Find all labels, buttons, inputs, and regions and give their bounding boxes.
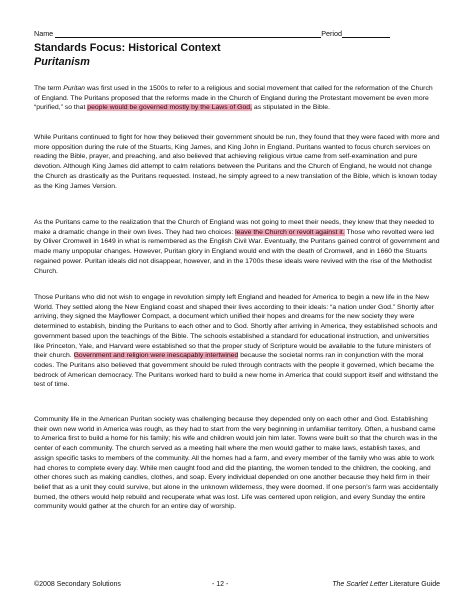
highlight-leave-or-revolt: leave the Church or revolt against it.	[235, 228, 345, 236]
paragraph-1-text-a: The term	[34, 85, 64, 92]
paragraph-1-text-c: was first used in the 1500s to refer to a religious and social movement that called for the reformation of the Church of England. The Puritans proposed that the reforms made in the Church of England during the Protestant movement be even more “purified,” so that	[34, 85, 433, 112]
highlight-government-religion: Government and religion were inescapably intertwined	[73, 352, 239, 360]
puritan-term: Puritan	[63, 85, 85, 92]
paragraph-4-text-a: Those Puritans who did not wish to engage in revolution simply left England and headed for America to begin a new life in the New World. They settled along the New England coast and shaped their lives according to their ideals: “a nation under God.” Shortly after arriving, they signed the Mayflower Compact, a document which unified their hopes and dreams for the new society they were determined to establish, binding the Puritans to each other and to God. Shortly after arriving in America, they established schools and government based upon the teachings of the Bible. The schools established a standard for educational instruction, and universities like Princeton, Yale, and Harvard were established so that the proper study of Scripture would be available to the future ministers of their church.	[34, 294, 438, 360]
period-label: Period	[321, 29, 342, 38]
worksheet-page	[34, 0, 440, 613]
name-period-line	[34, 29, 440, 38]
footer-book-title	[332, 580, 440, 589]
period-blank[interactable]	[342, 29, 390, 38]
paragraph-1-text-d: as stipulated in the Bible.	[252, 104, 330, 112]
footer-book-name: The Scarlet Letter	[332, 581, 388, 588]
footer-page-number: - 12 -	[212, 581, 229, 588]
name-blank[interactable]	[55, 29, 321, 38]
paragraph-1	[34, 84, 440, 113]
paragraph-3-text-a: As the Puritans came to the realization that the Church of England was not going to meet their needs, they knew that they needed to make a dramatic change in their own lives. They had two choices:	[34, 219, 435, 236]
paragraph-3-text-b: Those who revolted were led by Oliver Cromwell in 1649 in what is remembered as the English Civil War. Eventually, the Puritans gained control of government and made many unpopular changes. However, Puritan glory in England would end with the death of Cromwell, and in 1660 the Stuarts regained power. Puritan ideals did not disappear, however, and in the 1700s these ideals were revived with the rise of the Methodist Church.	[34, 228, 440, 275]
paragraph-4	[34, 293, 440, 390]
paragraph-3	[34, 218, 440, 276]
paragraph-4-text-b: because the societal norms ran in conjunction with the moral codes. The Puritans also believed that government should be ruled through contracts with the people it governed, which became the bedrock of American democracy. The Puritans worked hard to build a new home in America that could support itself and withstand the test of time.	[34, 352, 439, 389]
paragraph-2: While Puritans continued to fight for how they believed their government should be run, they found that they were faced with more and more opposition during the rule of the Stuarts, King James, and King John in England. Puritans wanted to focus church services on reading the Bible, prayer, and preaching, and also believed that achieving religious virtue came from self-examination and pure devotion. Although King James did attempt to calm relations between the Puritans and the Church of England, he would not change the Church as drastically as the Puritans requested. Instead, he simply agreed to a new translation of the Bible, which is known today as the King James Version.	[34, 134, 440, 190]
paragraph-5: Community life in the American Puritan society was challenging because they depended only on each other and God. Establishing their own new world in America was rough, as they had to start from the very beginning in unfamiliar territory. Often, a husband came to America first to build a home for his family; his wife and children would join him later. Towns were built so that the church was in the center of each community. The church served as a meeting hall where the men would gather to make laws, establish taxes, and assign specific tasks to members of the community. All the homes had a farm, and every member of the family who was able to work had chores to complete every day. While men caught food and did the planting, the women tended to the children, the cooking, and other chores such as making candles, clothes, and soap. Every individual depended on one another because they held firm in their belief that as a unit they could survive, but alone in the unknown wilderness, they were doomed. If one person’s farm was accidentally burned, the others would help rebuild and recuperate what was lost. Life was centered upon religion, and every Sunday the entire community would gather at the church for an entire day of worship.	[34, 416, 439, 511]
page-subtitle: Puritanism	[34, 56, 90, 68]
page-title: Standards Focus: Historical Context	[34, 42, 221, 54]
name-label: Name	[34, 29, 54, 38]
highlight-laws-of-god: people would be governed mostly by the Laws of God,	[87, 104, 252, 112]
footer-copyright: ©2008 Secondary Solutions	[34, 581, 121, 588]
footer-guide-label: Literature Guide	[387, 581, 440, 588]
